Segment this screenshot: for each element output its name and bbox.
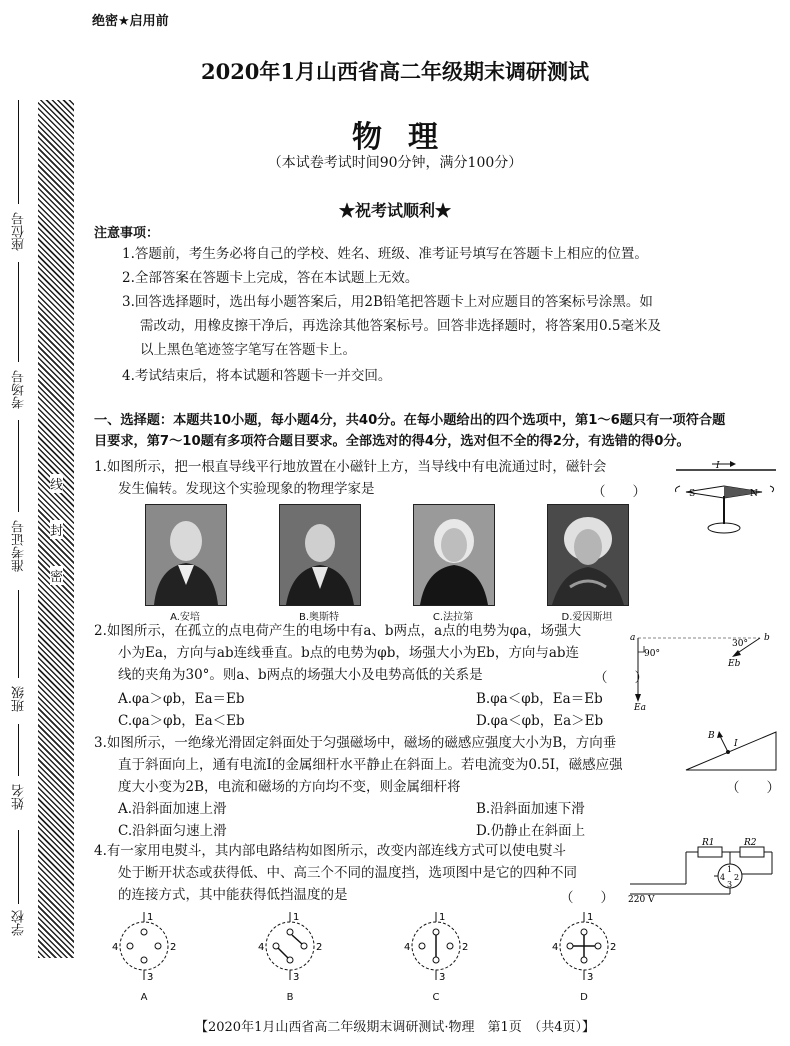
q4-option-d: D [580, 992, 588, 1003]
room-line [18, 262, 19, 362]
dial-c-4: 4 [404, 942, 411, 953]
q4-fig-dial-3: 3 [727, 880, 733, 889]
q3-fig-b: B [708, 731, 715, 741]
section-line: 一、选择题：本题共10小题，每小题4分，共40分。在每小题给出的四个选项中，第1～6题只有一项符合题 [94, 413, 726, 428]
room-label: 考场号 [12, 370, 27, 409]
q1-option-d: D.爱因斯坦 [561, 612, 613, 623]
q2-answer-paren: （ ） [594, 670, 648, 686]
q4-fig-dial-4: 4 [720, 873, 726, 882]
q4-option-b: B [286, 992, 294, 1003]
exam-title: 2020年1月山西省高二年级期末调研测试 [200, 59, 590, 84]
name-line [18, 724, 19, 776]
note-item: 4.考试结束后，将本试题和答题卡一并交回。 [122, 368, 392, 384]
portrait-ampere [145, 504, 227, 606]
q1-line: 发生偏转。发现这个实验现象的物理学家是 [118, 481, 375, 497]
q4-option-c: C [432, 992, 440, 1003]
q3-line: 直于斜面向上，通有电流I的金属细杆水平静止在斜面上。若电流变为0.5I，磁感应强 [118, 757, 623, 773]
q4-dial-c [400, 908, 472, 984]
portrait-oersted [279, 504, 361, 606]
q3-answer-paren: （ ） [726, 780, 780, 796]
dial-c-1: 1 [439, 912, 446, 923]
subject-title: 物理 [352, 120, 464, 155]
dial-a-3: 3 [147, 972, 154, 983]
school-label: 学校 [12, 910, 27, 936]
section-heading [94, 410, 782, 452]
dial-a-4: 4 [112, 942, 119, 953]
seal-feng-char: 封 [50, 520, 63, 539]
note-item: 2.全部答案在答题卡上完成，答在本试题上无效。 [122, 270, 419, 286]
note-item: 1.答题前，考生务必将自己的学校、姓名、班级、准考证号填写在答题卡上相应的位置。 [122, 246, 648, 262]
q4-dial-a [108, 908, 180, 984]
q3-option-a: A.沿斜面加速上滑 [118, 801, 227, 817]
q4-fig-dial-2: 2 [734, 873, 740, 882]
q2-fig-ea: Ea [634, 703, 646, 712]
dial-d-4: 4 [552, 942, 559, 953]
dial-c-3: 3 [439, 972, 446, 983]
school-line [18, 830, 19, 904]
q2-line: 线的夹角为30°。则a、b两点的场强大小及电势高低的关系是 [118, 667, 483, 683]
ticket-line [18, 420, 19, 512]
q1-option-c: C.法拉第 [432, 612, 474, 623]
class-line [18, 590, 19, 678]
q2-option-c: C.φa＞φb，Ea＜Eb [118, 713, 245, 729]
portrait-faraday [413, 504, 495, 606]
q2-option-d: D.φa＜φb，Ea＞Eb [476, 713, 604, 729]
q2-field-figure [630, 632, 780, 712]
note-item: 以上黑色笔迹签字笔写在答题卡上。 [140, 342, 356, 358]
dial-b-2: 2 [316, 942, 323, 953]
q2-fig-90: 90° [644, 649, 660, 659]
q4-dial-b [254, 908, 326, 984]
q2-line: 小为Ea，方向与ab连线垂直。b点的电势为φb，场强大小为Eb，方向与ab连 [118, 645, 580, 661]
q4-circuit-figure [626, 838, 782, 904]
q3-option-d: D.仍静止在斜面上 [476, 823, 586, 839]
q4-line: 4.有一家用电熨斗，其内部电路结构如图所示，改变内部连线方式可以使电熨斗 [94, 843, 566, 859]
ticket-label: 准考证号 [12, 520, 27, 572]
q1-compass-figure [672, 458, 782, 538]
confidential-mark: 绝密★启用前 [92, 14, 169, 29]
q4-fig-r2: R2 [744, 838, 757, 848]
dial-d-2: 2 [610, 942, 617, 953]
dial-d-3: 3 [587, 972, 594, 983]
note-item: 需改动，用橡皮擦干净后，再选涂其他答案标号。回答非选择题时，将答案用0.5毫米及 [140, 318, 661, 334]
q2-fig-30: 30° [732, 639, 748, 649]
q4-line: 的连接方式，其中能获得低挡温度的是 [118, 887, 348, 903]
q3-option-c: C.沿斜面匀速上滑 [118, 823, 227, 839]
seal-line-char: 线 [50, 474, 63, 493]
seal-mi-char: 密 [50, 566, 63, 585]
q4-fig-dial-1: 1 [727, 865, 733, 874]
q4-fig-r1: R1 [702, 838, 715, 848]
q2-fig-b: b [764, 633, 770, 643]
q4-dial-d [548, 908, 620, 984]
good-luck-line: ★祝考试顺利★ [338, 201, 451, 220]
q2-line: 2.如图所示，在孤立的点电荷产生的电场中有a、b两点，a点的电势为φa，场强大 [94, 623, 582, 639]
q2-fig-a: a [630, 633, 636, 643]
q2-option-a: A.φa＞φb，Ea＝Eb [118, 691, 245, 707]
q4-fig-voltage: 220 V [628, 895, 655, 904]
q1-fig-n: N [750, 489, 758, 499]
q2-fig-eb: Eb [728, 659, 741, 669]
q1-answer-paren: （ ） [592, 484, 646, 500]
name-label: 姓名 [12, 784, 27, 810]
q3-line: 度大小变为2B，电流和磁场的方向均不变，则金属细杆将 [118, 779, 461, 795]
q3-incline-figure [684, 726, 780, 774]
dial-a-2: 2 [170, 942, 177, 953]
section-line: 目要求，第7～10题有多项符合题目要求。全部选对的得4分，选对但不全的得2分，有选错的得0分。 [94, 434, 690, 449]
q4-option-a: A [140, 992, 148, 1003]
notes-heading: 注意事项： [94, 226, 160, 241]
class-label: 班级 [12, 686, 27, 712]
q1-fig-current: I [716, 461, 720, 471]
q4-line: 处于断开状态或获得低、中、高三个不同的温度挡，选项图中是它的四种不同 [118, 865, 577, 881]
q1-option-a: A.安培 [170, 612, 200, 623]
dial-b-3: 3 [293, 972, 300, 983]
dial-c-2: 2 [462, 942, 469, 953]
dial-a-1: 1 [147, 912, 154, 923]
portrait-einstein [547, 504, 629, 606]
q3-line: 3.如图所示，一绝缘光滑固定斜面处于匀强磁场中，磁场的磁感应强度大小为B，方向垂 [94, 735, 617, 751]
dial-d-1: 1 [587, 912, 594, 923]
q1-fig-s: S [689, 489, 696, 499]
q1-option-b: B.奥斯特 [298, 612, 340, 623]
note-item: 3.回答选择题时，选出每小题答案后，用2B铅笔把答题卡上对应题目的答案标号涂黑。如 [122, 294, 653, 310]
q3-fig-i: I [734, 739, 738, 749]
q1-line: 1.如图所示，把一根直导线平行地放置在小磁针上方，当导线中有电流通过时，磁针会 [94, 459, 607, 475]
exam-subtitle: （本试卷考试时间90分钟，满分100分） [267, 155, 523, 171]
page-footer: 【2020年1月山西省高二年级期末调研测试·物理 第1页 （共4页）】 [194, 1020, 596, 1035]
q2-option-b: B.φa＜φb，Ea＝Eb [476, 691, 603, 707]
seat-label: 座位号 [12, 212, 27, 251]
dial-b-4: 4 [258, 942, 265, 953]
q4-answer-paren: （ ） [560, 890, 614, 906]
q3-option-b: B.沿斜面加速下滑 [476, 801, 585, 817]
dial-b-1: 1 [293, 912, 300, 923]
